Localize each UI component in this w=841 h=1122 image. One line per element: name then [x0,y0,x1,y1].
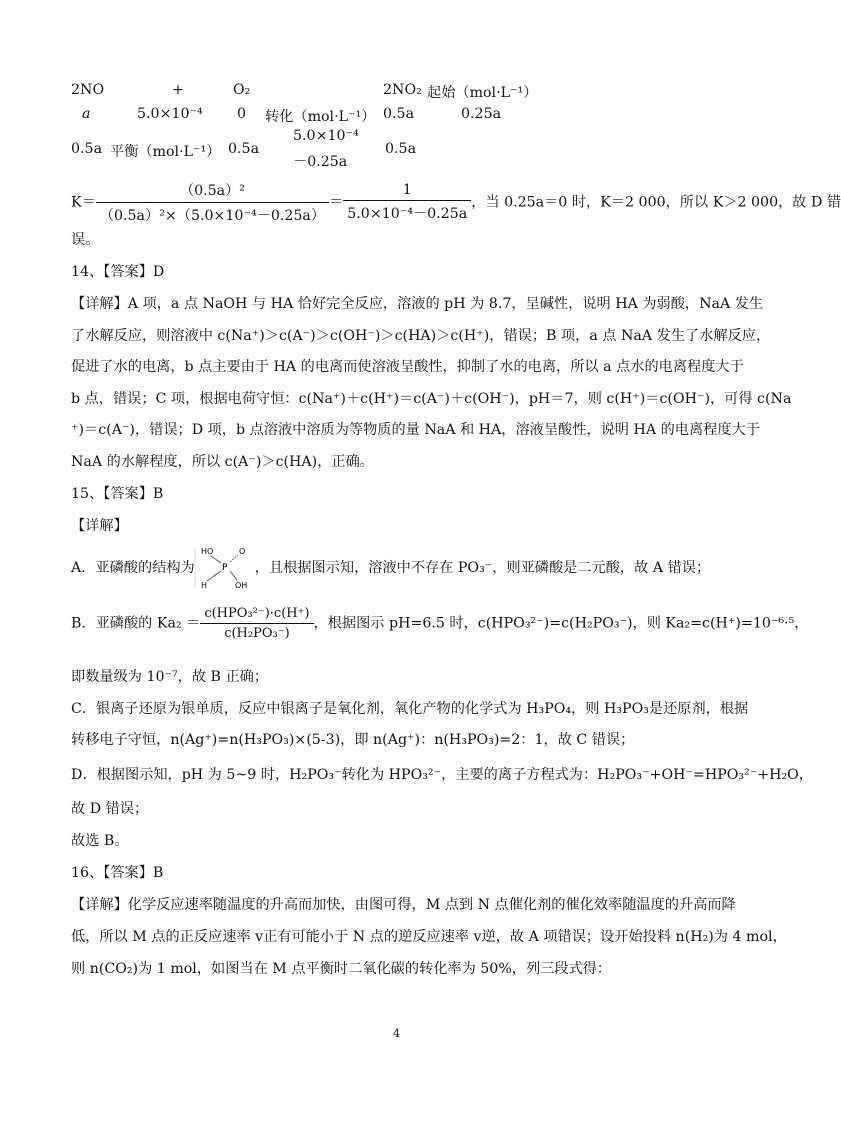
q14-line-3: 促进了水的电离，b 点主要由于 HA 的电离而使溶液呈酸性，抑制了水的电离，所以 a 点水的电离程度大于 [71,359,744,375]
q15-c-line-2: 转移电子守恒，n(Ag⁺)=n(H₃PO₃)×(5-3)，即 n(Ag⁺)：n(H₃PO₃)=2：1，故 C 错误； [71,732,635,748]
ka2-numerator: c(HPO₃²⁻)·c(H⁺) [200,606,313,624]
q15-a-conclusion: ，且根据图示知，溶液中不存在 PO₃⁻，则亚磷酸是二元酸，故 A 错误； [254,560,711,576]
initial-o2: 5.0×10⁻⁴ [137,106,203,122]
k-equals: ＝ [329,194,344,211]
struct-ho-label: HO [200,547,214,556]
k-conclusion: ，当 0.25a＝0 时，K＝2 000，所以 K＞2 000，故 D 错 [471,194,841,211]
q15-b-intro: B．亚磷酸的 Ka₂ ＝ [71,615,201,632]
q16-line-2: 低，所以 M 点的正反应速率 v正有可能小于 N 点的逆反应速率 v逆，故 A 项错误；设开始投料 n(H₂)为 4 mol， [71,929,787,945]
species-2no: 2NO [71,82,105,98]
q15-b-conclusion: ，根据图示 pH=6.5 时，c(HPO₃²⁻)=c(H₂PO₃⁻)，则 Ka₂=c(H⁺)=10⁻⁶·⁵， [313,615,809,632]
ka2-denominator: c(H₂PO₃⁻) [224,626,290,641]
row-label-initial: 起始（mol·L⁻¹） [427,85,538,101]
k-expression [71,180,841,225]
species-2no2: 2NO₂ [383,82,422,98]
q14-header: 14、【答案】D [71,264,165,280]
q15-d-line-2: 故 D 错误； [71,801,149,817]
initial-no2: 0 [237,106,247,122]
q15-a-intro: A．亚磷酸的结构为 [71,560,195,576]
struct-h-label: H [200,581,207,590]
q14-line-5: ⁺)＝c(A⁻)，错误；D 项，b 点溶液中溶质为等物质的量 NaA 和 HA，溶液呈酸性，说明 HA 的电离程度大于 [71,422,760,438]
change-no: 0.5a [383,106,415,122]
k-fraction-1-numerator: （0.5a）² [96,180,329,203]
change-o2: 0.25a [461,106,502,122]
q16-line-3: 则 n(CO₂)为 1 mol，如图当在 M 点平衡时二氧化碳的转化率为 50%，列三段式得： [71,961,612,977]
k-label: K＝ [71,194,96,211]
q14-line-6: NaA 的水解程度，所以 c(A⁻)＞c(HA)，正确。 [71,454,374,470]
q15-d-line-1: D．根据图示知，pH 为 5~9 时，H₂PO₃⁻转化为 HPO₃²⁻，主要的离子方程式为：H₂PO₃⁻+OH⁻=HPO₃²⁻+H₂O， [71,767,813,783]
k-fraction-2-denominator: 5.0×10⁻⁴－0.25a [347,206,468,222]
q14-line-4: b 点，错误；C 项，根据电荷守恒：c(Na⁺)＋c(H⁺)＝c(A⁻)＋c(OH⁻)，pH＝7，则 c(H⁺)＝c(OH⁻)，可得 c(Na [71,391,792,407]
q14-line-2: 了水解反应，则溶液中 c(Na⁺)＞c(A⁻)＞c(OH⁻)＞c(HA)＞c(H⁺)，错误；B 项，a 点 NaA 发生了水解反应， [71,328,771,344]
q15-detail-label: 【详解】 [71,518,128,534]
q15-conclusion: 故选 B。 [71,833,129,849]
q16-header: 16、【答案】B [71,865,164,881]
page-number: 4 [393,1027,400,1040]
q16-line-1: 【详解】化学反应速率随温度的升高而加快，由图可得，M 点到 N 点催化剂的催化效率随温度的升高而降 [71,897,736,913]
q15-header: 15、【答案】B [71,486,164,502]
eq-no2-bottom: －0.25a [293,154,348,170]
plus-sign: + [172,82,184,98]
struct-o-label: O [238,547,246,556]
initial-no: a [82,106,91,122]
q15-option-b [71,606,809,641]
q14-line-1: 【详解】A 项，a 点 NaOH 与 HA 恰好完全反应，溶液的 pH 为 8.7，呈碱性，说明 HA 为弱酸，NaA 发生 [71,296,764,312]
eq-o2: 0.5a [228,141,260,157]
row-label-change: 转化（mol·L⁻¹） [265,109,376,125]
q15-b-line-2: 即数量级为 10⁻⁷，故 B 正确； [71,669,269,685]
eq-no2: 0.5a [385,141,417,157]
phosphorous-acid-structure [195,544,255,592]
ka2-fraction [200,606,313,641]
k-fraction-2 [343,182,471,223]
k-fraction-1-denominator: （0.5a）²×（5.0×10⁻⁴－0.25a） [99,208,326,224]
k-fraction-1 [96,180,329,225]
eq-no2-top: 5.0×10⁻⁴ [293,128,359,144]
struct-oh-label: OH [234,581,248,590]
row-label-equilibrium: 平衡（mol·L⁻¹） [110,144,221,160]
q15-option-a [71,544,731,592]
eq-no: 0.5a [71,141,103,157]
k-conclusion-wrap: 误。 [71,232,100,248]
species-o2: O₂ [233,82,251,98]
q15-c-line-1: C．银离子还原为银单质，反应中银离子是氧化剂，氧化产物的化学式为 H₃PO₄，则 H₃PO₃是还原剂，根据 [71,701,749,717]
k-fraction-2-numerator: 1 [343,182,471,201]
struct-p-label: P [221,563,228,573]
